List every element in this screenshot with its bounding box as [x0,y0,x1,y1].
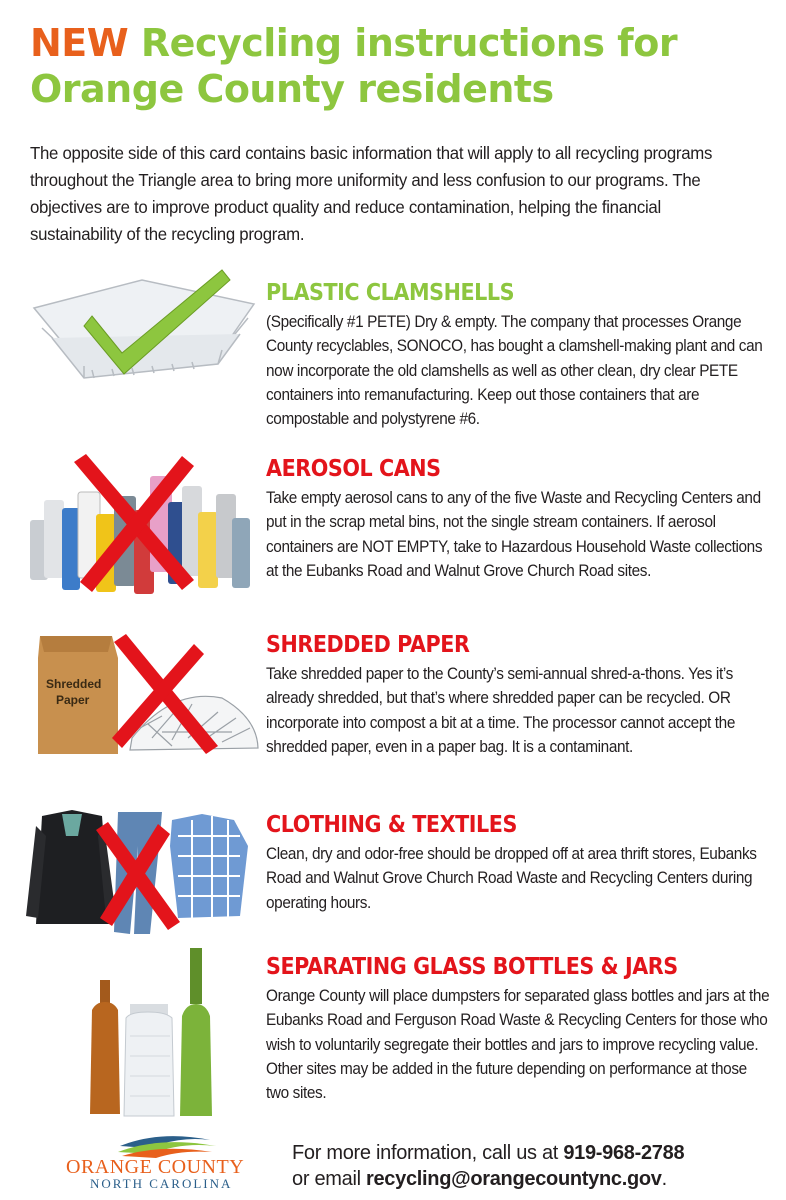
item-text [266,278,771,431]
clamshell-container [34,280,254,378]
item-heading: PLASTIC CLAMSHELLS [266,280,515,306]
footer-contact [292,1140,772,1192]
paper-bag [38,636,118,754]
title-line-1-rest: Recycling instructions for [128,21,678,65]
logo-subtitle: NORTH CAROLINA [90,1176,233,1191]
item-text [266,630,771,759]
item-text [266,952,771,1105]
page-title [30,20,770,112]
title-new: NEW [30,21,129,65]
aerosol-cans-image [22,452,262,602]
item-heading: AEROSOL CANS [266,456,441,482]
clear-jar [124,1004,174,1116]
email-address[interactable]: recycling@orangecountync.gov [366,1168,662,1190]
bag-label-2: Paper [56,693,90,707]
item-body: Clean, dry and odor-free should be dropped off at area thrift stores, Eubanks Road and Walnut Grove Church Road Waste and Recycling Centers during operating hours. [266,845,757,912]
intro-paragraph: The opposite side of this card contains basic information that will apply to all recycling programs throughout the Triangle area to bring more uniformity and less confusion to our programs. The objectives are to improve product quality and reduce contamination, helping the financial sustainability of the recycling program. [30,143,713,244]
item-heading: SHREDDED PAPER [266,632,470,658]
phone-number[interactable]: 919-968-2788 [563,1142,685,1164]
glass-bottles-image [22,946,262,1121]
amber-bottle [90,980,120,1114]
footer-phone-line [292,1140,772,1166]
item-body: (Specifically #1 PETE) Dry & empty. The company that processes Orange County recyclables, SONOCO, has bought a clamshell-making plant and can now incorporate the old clamshells as well as other clean, dry clear PETE containers into remanufacturing. Keep out those containers that are compostable and polystyrene #6. [266,313,763,429]
orange-county-logo [60,1128,260,1194]
title-line-2: Orange County residents [30,67,554,111]
clothing-image [22,806,262,938]
clamshell-image [22,258,262,408]
item-body: Take shredded paper to the County’s semi-annual shred-a-thons. Yes it’s already shredded, but that’s where shredded paper can be recycled. OR incorporate into compost a bit at a time. The processor cannot accept the shredded paper, even in a paper bag. It is a contaminant. [266,665,735,756]
item-body: Take empty aerosol cans to any of the five Waste and Recycling Centers and put in the scrap metal bins, not the single stream containers. If aerosol containers are NOT EMPTY, take to Hazardous Household Waste collections at the Eubanks Road and Walnut Grove Church Road sites. [266,489,763,580]
item-text [266,454,771,583]
title-line-1 [30,20,770,66]
logo-waves-icon [60,1128,260,1158]
item-body: Orange County will place dumpsters for separated glass bottles and jars at the Eubanks Road and Ferguson Road Waste & Recycling Centers for those who wish to voluntarily segregate their bottles and jars to improve recycling value. Other sites may be added in the future depending on performance at those two sites. [266,987,770,1103]
item-text [266,810,771,915]
item-glass-bottles-jars [0,946,786,1116]
item-plastic-clamshells [0,258,786,438]
item-aerosol-cans [0,452,786,612]
footer-email-prefix: or email [292,1168,366,1190]
item-heading: CLOTHING & TEXTILES [266,812,517,838]
shredded-paper-image [22,628,262,758]
footer-email-line [292,1166,772,1192]
item-heading: SEPARATING GLASS BOTTLES & JARS [266,954,678,980]
green-bottle [180,948,212,1116]
logo-name: ORANGE COUNTY [66,1156,245,1178]
item-clothing-textiles [0,806,786,936]
footer-phone-prefix: For more information, call us at [292,1142,564,1164]
item-shredded-paper [0,628,786,798]
footer-email-suffix: . [661,1168,667,1190]
bag-label-1: Shredded [46,677,102,691]
plaid-shirt [170,814,248,918]
